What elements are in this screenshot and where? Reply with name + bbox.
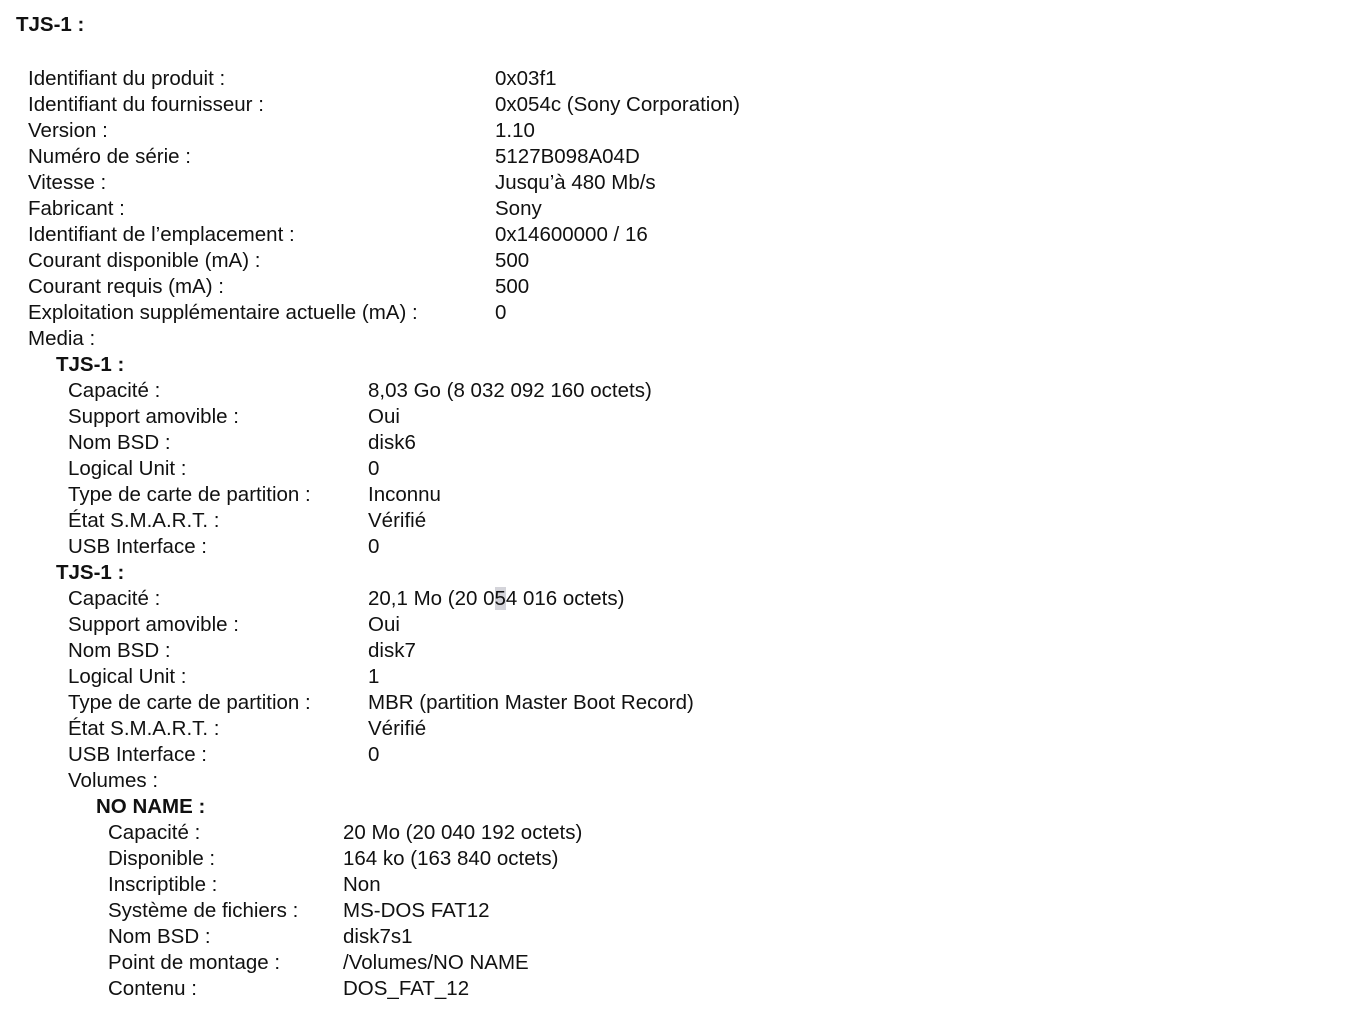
smart-status-label: État S.M.A.R.T. :	[68, 717, 220, 740]
extra-operating-current-label: Exploitation supplémentaire actuelle (mA) :	[28, 301, 418, 324]
file-system-value: MS-DOS FAT12	[343, 899, 490, 922]
property-row	[68, 612, 400, 638]
partition-map-value: Inconnu	[368, 483, 441, 506]
partition-map-label: Type de carte de partition :	[68, 691, 311, 714]
content-label: Contenu :	[108, 977, 197, 1000]
writable-label: Inscriptible :	[108, 873, 218, 896]
serial-value: 5127B098A04D	[495, 145, 640, 168]
speed-value: Jusqu’à 480 Mb/s	[495, 171, 656, 194]
media-label: Media :	[28, 327, 96, 350]
speed-label: Vitesse :	[28, 171, 107, 194]
property-row	[28, 274, 530, 300]
property-row	[68, 742, 380, 768]
logical-unit-label: Logical Unit :	[68, 665, 187, 688]
property-row	[28, 222, 648, 248]
writable-value: Non	[343, 873, 381, 896]
partition-map-label: Type de carte de partition :	[68, 483, 311, 506]
usb-interface-label: USB Interface :	[68, 535, 208, 558]
property-row	[28, 66, 557, 92]
property-row	[28, 196, 542, 222]
location-id-label: Identifiant de l’emplacement :	[28, 223, 295, 246]
file-system-label: Système de fichiers :	[108, 899, 299, 922]
property-row	[68, 664, 380, 690]
current-required-label: Courant requis (mA) :	[28, 275, 224, 298]
manufacturer-label: Fabricant :	[28, 197, 125, 220]
logical-unit-value: 0	[368, 457, 380, 480]
vendor-id-label: Identifiant du fournisseur :	[28, 93, 264, 116]
property-row	[28, 170, 656, 196]
media-properties	[68, 586, 694, 794]
available-label: Disponible :	[108, 847, 216, 870]
media-item	[56, 560, 124, 586]
current-available-value: 500	[495, 249, 530, 272]
volume-title: NO NAME :	[96, 795, 206, 818]
manufacturer-value: Sony	[495, 197, 542, 220]
property-row	[28, 248, 530, 274]
property-row	[28, 92, 740, 118]
current-required-value: 500	[495, 275, 530, 298]
media-title: TJS-1 :	[56, 353, 125, 376]
property-row	[68, 638, 416, 664]
volume-capacity-value: 20 Mo (20 040 192 octets)	[343, 821, 583, 844]
removable-label: Support amovible :	[68, 405, 239, 428]
property-row	[68, 690, 694, 716]
bsd-name-label: Nom BSD :	[68, 639, 171, 662]
volume-bsd-name-value: disk7s1	[343, 925, 413, 948]
property-row	[28, 144, 640, 170]
volume-item	[96, 794, 205, 820]
capacity-value: 8,03 Go (8 032 092 160 octets)	[368, 379, 652, 402]
logical-unit-label: Logical Unit :	[68, 457, 187, 480]
removable-label: Support amovible :	[68, 613, 239, 636]
property-row	[28, 300, 507, 326]
current-available-label: Courant disponible (mA) :	[28, 249, 261, 272]
capacity-text-before: 20,1 Mo (20 0	[368, 587, 495, 610]
usb-interface-value: 0	[368, 535, 380, 558]
device-title: TJS-1 :	[16, 13, 85, 36]
bsd-name-value: disk6	[368, 431, 416, 454]
removable-value: Oui	[368, 613, 400, 636]
vendor-id-value: 0x054c (Sony Corporation)	[495, 93, 740, 116]
smart-status-value: Vérifié	[368, 509, 427, 532]
volumes-label: Volumes :	[68, 769, 159, 792]
usb-interface-label: USB Interface :	[68, 743, 208, 766]
bsd-name-label: Nom BSD :	[68, 431, 171, 454]
content-value: DOS_FAT_12	[343, 977, 470, 1000]
location-id-value: 0x14600000 / 16	[495, 223, 648, 246]
serial-label: Numéro de série :	[28, 145, 191, 168]
text-selection[interactable]: 5	[494, 587, 506, 610]
volume-bsd-name-label: Nom BSD :	[108, 925, 211, 948]
version-value: 1.10	[495, 119, 535, 142]
bsd-name-value: disk7	[368, 639, 416, 662]
property-row	[28, 118, 535, 144]
removable-value: Oui	[368, 405, 400, 428]
media-title: TJS-1 :	[56, 561, 125, 584]
volume-capacity-label: Capacité :	[108, 821, 201, 844]
capacity-value[interactable]	[368, 586, 624, 612]
product-id-value: 0x03f1	[495, 67, 557, 90]
capacity-text-after: 4 016 octets)	[505, 587, 625, 610]
device-properties	[28, 66, 740, 352]
capacity-label: Capacité :	[68, 379, 161, 402]
smart-status-value: Vérifié	[368, 717, 427, 740]
mount-point-value: /Volumes/NO NAME	[343, 951, 529, 974]
smart-status-label: État S.M.A.R.T. :	[68, 509, 220, 532]
property-row	[68, 716, 427, 742]
usb-interface-value: 0	[368, 743, 380, 766]
logical-unit-value: 1	[368, 665, 380, 688]
property-row	[68, 586, 625, 612]
capacity-label: Capacité :	[68, 587, 161, 610]
version-label: Version :	[28, 119, 108, 142]
extra-operating-current-value: 0	[495, 301, 507, 324]
partition-map-value: MBR (partition Master Boot Record)	[368, 691, 694, 714]
product-id-label: Identifiant du produit :	[28, 67, 226, 90]
available-value: 164 ko (163 840 octets)	[343, 847, 559, 870]
mount-point-label: Point de montage :	[108, 951, 281, 974]
media-item	[56, 352, 124, 378]
